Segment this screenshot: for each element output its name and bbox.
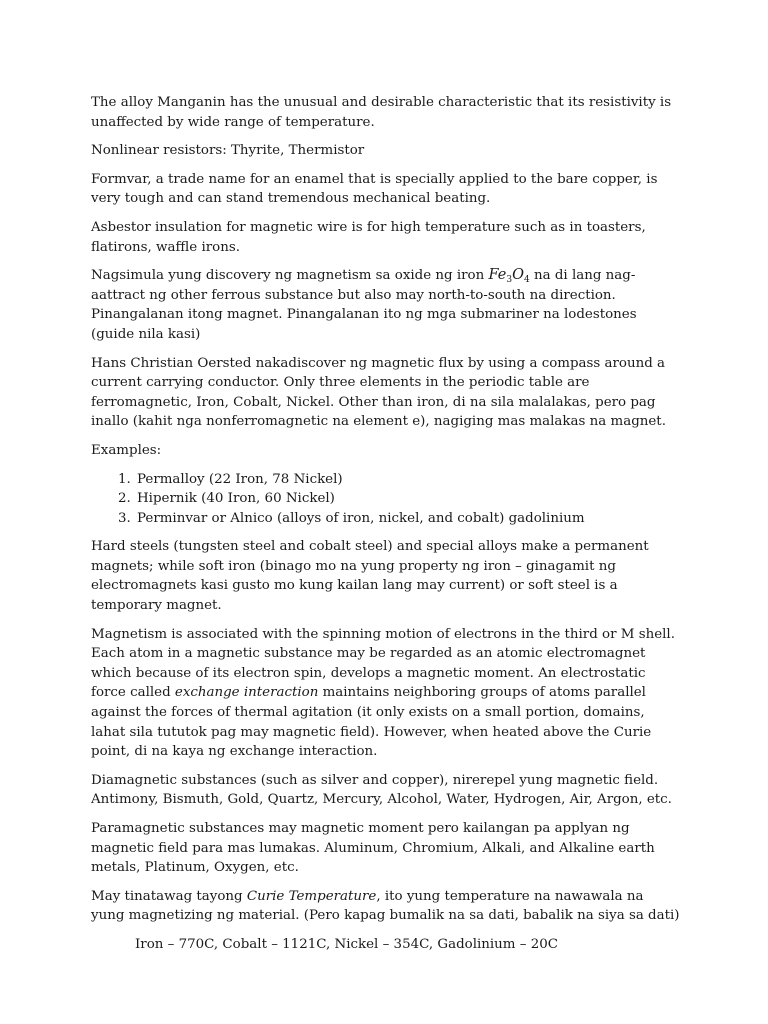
paragraph-oersted: Hans Christian Oersted nakadiscover ng magnetic flux by using a compass around a current carrying conductor. Only three elements in the periodic table are ferromagnetic, Iron, Cobalt, Nickel. Other than iron, di na sila malalakas, pero pag inallo (kahit nga nonferromagnetic na element e), nagiging mas malakas na magnet. <box>91 355 666 430</box>
paragraph-hard-steels: Hard steels (tungsten steel and cobalt steel) and special alloys make a permanent magnets; while soft iron (binago mo na yung property ng iron – ginagamit ng electromagnets kasi gusto mo kung kailan lang may current) or soft steel is a temporary magnet. <box>91 539 649 614</box>
text-segment: , ito yung temperature na nawawala na yung magnetizing ng material. (Pero kapag bumalik na sa dati, babalik na siya sa dati) <box>91 888 680 924</box>
text-segment: maintains neighboring groups of atoms parallel against the forces of thermal agitation (it only exists on a small portion, domains, lahat sila tututok pag may magnetic field). However, when heated above the Curie point, di na kaya ng exchange interaction. <box>91 685 652 760</box>
formula-fe3o4: $Fe_3O_4$ <box>488 267 530 286</box>
paragraph-curie-temperature <box>91 887 681 926</box>
paragraph-nonlinear-resistors: Nonlinear resistors: Thyrite, Thermistor <box>91 143 365 159</box>
paragraph-magnetism-spin <box>91 625 681 762</box>
paragraph-curie-values: Iron – 770C, Cobalt – 1121C, Nickel – 354C, Gadolinium – 20C <box>135 936 558 952</box>
paragraph-manganin: The alloy Manganin has the unusual and desirable characteristic that its resistivity is unaffected by wide range of temperature. <box>91 95 672 130</box>
list-item: 3. Perminvar or Alnico (alloys of iron, nickel, and cobalt) gadolinium <box>135 509 681 529</box>
document-body <box>91 93 681 964</box>
paragraph-examples-heading: Examples: <box>91 442 162 458</box>
paragraph-paramagnetic: Paramagnetic substances may magnetic moment pero kailangan pa applyan ng magnetic field para mas lumakas. Aluminum, Chromium, Alkali, and Alkaline earth metals, Platinum, Oxygen, etc. <box>91 821 655 876</box>
paragraph-magnetism-discovery <box>91 266 681 344</box>
examples-list <box>91 470 681 529</box>
paragraph-diamagnetic: Diamagnetic substances (such as silver and copper), nirerepel yung magnetic field. Antimony, Bismuth, Gold, Quartz, Mercury, Alcohol, Water, Hydrogen, Air, Argon, etc. <box>91 772 672 808</box>
text-segment: Magnetism is associated with the spinning motion of electrons in the third or M shell. Each atom in a magnetic substance may be regarded as an atomic electromagnet which because of its electron spin, develops a magnetic moment. An electrostatic force called <box>91 626 675 701</box>
text-segment: na di lang nag-aattract ng other ferrous substance but also may north-to-south na direction. Pinangalanan itong magnet. Pinangalanan ito ng mga submariner na lodestones (guide nila kasi) <box>91 268 637 342</box>
list-item: 2. Hipernik (40 Iron, 60 Nickel) <box>135 489 681 509</box>
paragraph-asbestor: Asbestor insulation for magnetic wire is for high temperature such as in toasters, flatirons, waffle irons. <box>91 219 646 255</box>
emphasis-exchange-interaction: exchange interaction <box>174 685 319 701</box>
list-item: 1. Permalloy (22 Iron, 78 Nickel) <box>135 470 681 490</box>
text-segment: Nagsimula yung discovery ng magnetism sa oxide ng iron <box>91 268 489 284</box>
emphasis-curie-temperature: Curie Temperature <box>246 888 377 904</box>
paragraph-formvar: Formvar, a trade name for an enamel that is specially applied to the bare copper, is very tough and can stand tremendous mechanical beating. <box>91 171 658 207</box>
text-segment: May tinatawag tayong <box>91 888 247 904</box>
